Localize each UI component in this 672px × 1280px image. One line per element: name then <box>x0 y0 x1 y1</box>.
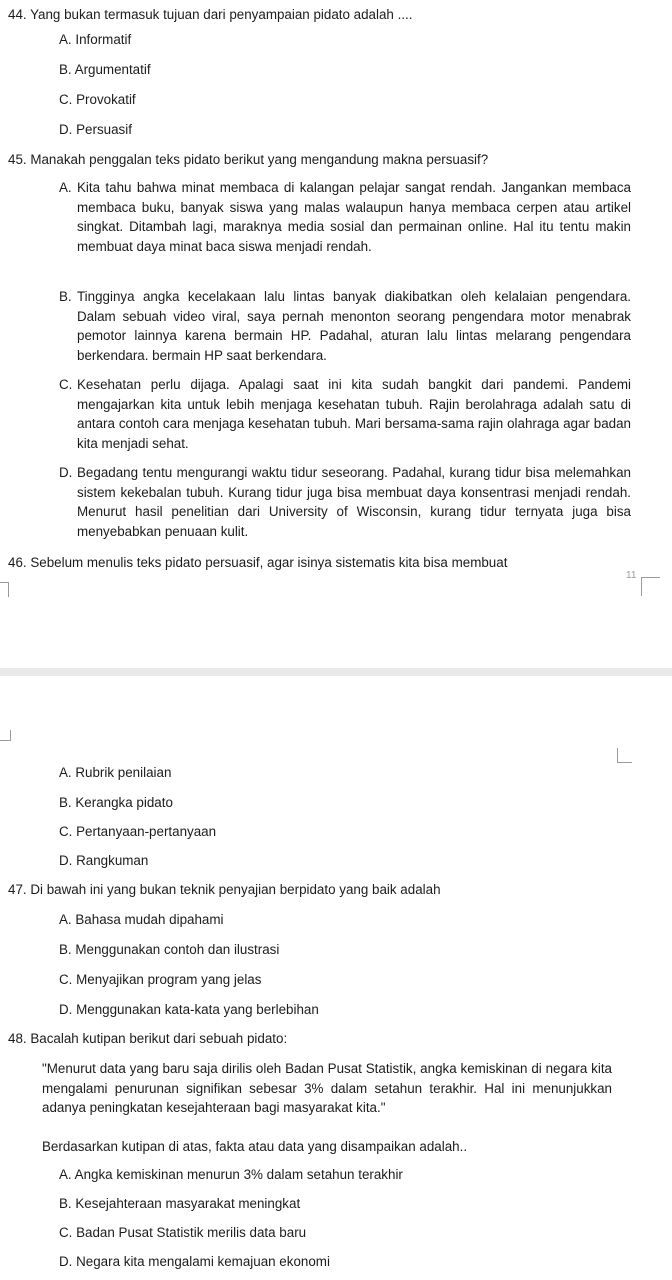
question-47: 47. Di bawah ini yang bukan teknik penyajian berpidato yang baik adalah <box>8 882 441 897</box>
crop-mark <box>0 730 11 741</box>
q44-option-d: D. Persuasif <box>59 122 132 137</box>
q47-option-a: A. Bahasa mudah dipahami <box>59 912 224 927</box>
q45-option-d <box>59 463 631 541</box>
q44-option-b: B. Argumentatif <box>59 62 151 77</box>
option-label: B. <box>59 289 72 304</box>
q48-option-a: A. Angka kemiskinan menurun 3% dalam setahun terakhir <box>59 1167 403 1182</box>
crop-mark <box>0 582 9 597</box>
q48-option-b: B. Kesejahteraan masyarakat meningkat <box>59 1196 301 1211</box>
q47-option-d: D. Menggunakan kata-kata yang berlebihan <box>59 1002 319 1017</box>
q46-option-d: D. Rangkuman <box>59 853 149 868</box>
q44-option-a: A. Informatif <box>59 32 132 47</box>
q48-quote: "Menurut data yang baru saja dirilis oleh Badan Pusat Statistik, angka kemiskinan di negara kita mengalami penurunan signifikan sebesar 3% dalam setahun terakhir. Hal ini menunjukkan adanya peningkatan kesejahteraan bagi masyarakat kita." <box>42 1061 612 1116</box>
option-label: A. <box>59 180 72 195</box>
q48-option-c: C. Badan Pusat Statistik merilis data baru <box>59 1225 307 1240</box>
q45-option-b <box>59 287 631 365</box>
option-text: Kesehatan perlu dijaga. Apalagi saat ini kita sudah bangkit dari pandemi. Pandemi mengajarkan kita untuk lebih menjaga kesehatan tubuh. Rajin berolahraga adalah satu di antara contoh cara menjaga kesehatan tubuh. Mari bersama-sama rajin olahraga agar badan kita menjadi sehat. <box>77 377 631 451</box>
crop-mark <box>641 577 660 596</box>
q46-option-a: A. Rubrik penilaian <box>59 765 172 780</box>
q46-option-b: B. Kerangka pidato <box>59 795 173 810</box>
crop-mark <box>617 748 632 763</box>
q45-option-c <box>59 375 631 453</box>
option-label: C. <box>59 377 73 392</box>
q48-option-d: D. Negara kita mengalami kemajuan ekonomi <box>59 1254 330 1269</box>
option-text: Begadang tentu mengurangi waktu tidur seseorang. Padahal, kurang tidur bisa melemahkan sistem kekebalan tubuh. Kurang tidur juga bisa membuat daya konsentrasi menjadi rendah. Menurut hasil penelitian dari University of Wisconsin, kurang tidur ternyata juga bisa menyebabkan penuaan kulit. <box>77 465 631 539</box>
q47-option-b: B. Menggunakan contoh dan ilustrasi <box>59 942 280 957</box>
page-number: 11 <box>626 570 637 581</box>
question-48: 48. Bacalah kutipan berikut dari sebuah pidato: <box>8 1031 288 1046</box>
document-page-2 <box>0 676 672 1280</box>
q45-option-a <box>59 178 631 256</box>
question-45: 45. Manakah penggalan teks pidato berikut yang mengandung makna persuasif? <box>8 152 489 167</box>
option-text: Kita tahu bahwa minat membaca di kalangan pelajar sangat rendah. Jangankan membaca membaca buku, banyak siswa yang malas walaupun hanya membaca cerpen atau artikel singkat. Ditambah lagi, maraknya media sosial dan permainan online. Hal itu tentu makin membuat daya minat baca siswa menjadi rendah. <box>77 180 631 254</box>
option-label: D. <box>59 465 73 480</box>
option-text: Tingginya angka kecelakaan lalu lintas banyak diakibatkan oleh kelalaian pengendara. Dalam sebuah video viral, saya pernah menonton seorang pengendara motor menabrak pemotor lainnya karena bermain HP. Padahal, aturan lalu lintas melarang pengendara berkendara. bermain HP saat berkendara. <box>77 289 631 363</box>
page-separator <box>0 668 672 676</box>
q46-option-c: C. Pertanyaan-pertanyaan <box>59 824 217 839</box>
q48-prompt: Berdasarkan kutipan di atas, fakta atau data yang disampaikan adalah.. <box>42 1139 468 1154</box>
q44-option-c: C. Provokatif <box>59 92 136 107</box>
question-44: 44. Yang bukan termasuk tujuan dari penyampaian pidato adalah .... <box>8 7 413 22</box>
question-46: 46. Sebelum menulis teks pidato persuasif, agar isinya sistematis kita bisa membuat <box>8 555 508 570</box>
q47-option-c: C. Menyajikan program yang jelas <box>59 972 262 987</box>
